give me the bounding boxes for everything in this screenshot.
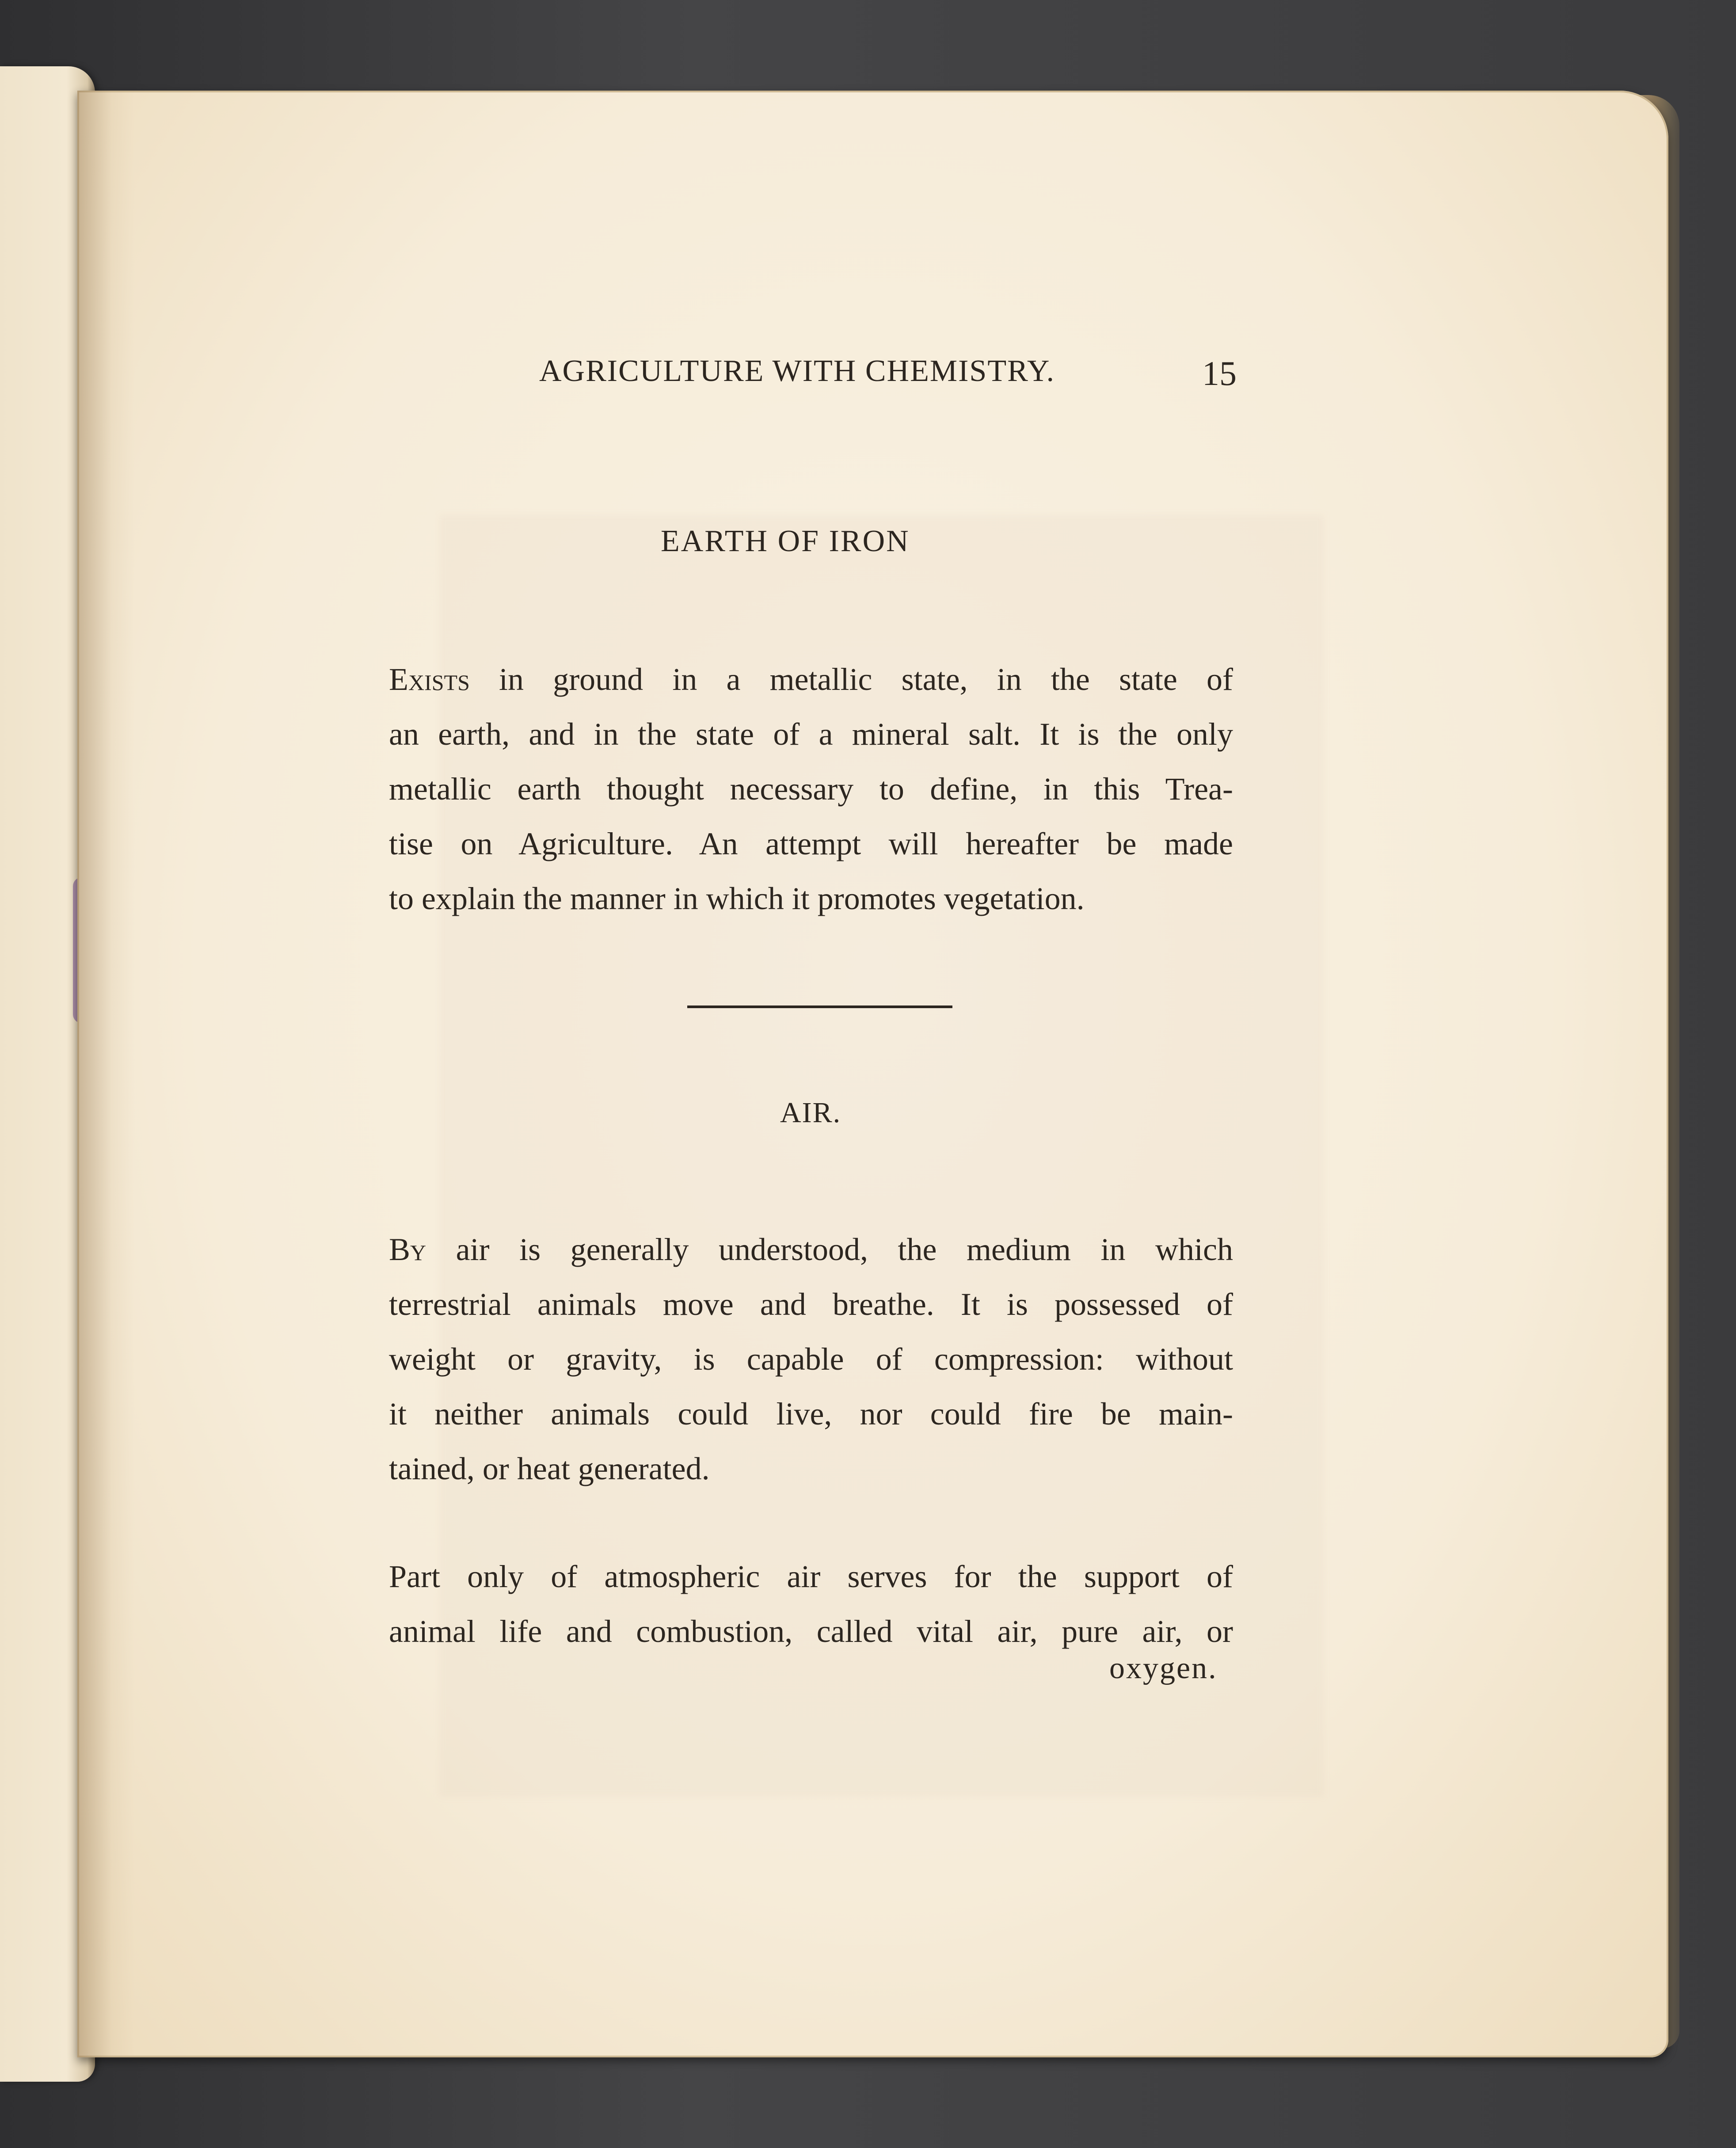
text-line: an earth, and in the state of a mineral salt. It is the only <box>389 716 1233 752</box>
text-line: Exists in ground in a metallic state, in the state of <box>389 662 1233 697</box>
text-line: to explain the manner in which it promotes vegetation. <box>389 881 1085 916</box>
catchword: oxygen. <box>1109 1651 1218 1685</box>
text-line: animal life and combustion, called vital air, pure air, or <box>389 1614 1233 1649</box>
text-line: weight or gravity, is capable of compression: without <box>389 1341 1233 1377</box>
text-line: By air is generally understood, the medium in which <box>389 1232 1233 1267</box>
text-line: it neither animals could live, nor could fire be main- <box>389 1396 1233 1432</box>
section-heading-air: AIR. <box>780 1097 841 1129</box>
text-line: tise on Agriculture. An attempt will hereafter be made <box>389 826 1233 861</box>
paragraph-air-definition <box>389 1222 1233 1496</box>
text-line: metallic earth thought necessary to define, in this Trea- <box>389 771 1233 807</box>
text-line: terrestrial animals move and breathe. It is possessed of <box>389 1287 1233 1322</box>
text-line: Part only of atmospheric air serves for the support of <box>389 1559 1233 1594</box>
text-line: tained, or heat generated. <box>389 1451 710 1486</box>
paragraph-atmospheric-air <box>389 1549 1233 1659</box>
page-number: 15 <box>1202 354 1237 392</box>
paragraph-earth-of-iron <box>389 652 1233 926</box>
running-head: AGRICULTURE WITH CHEMISTRY. <box>539 354 1055 388</box>
section-heading-earth-of-iron: EARTH OF IRON <box>661 524 910 558</box>
section-divider-rule <box>687 1005 952 1008</box>
drop-word: Exists <box>389 662 470 697</box>
drop-word: By <box>389 1232 426 1267</box>
spine-shadow <box>77 91 135 2057</box>
